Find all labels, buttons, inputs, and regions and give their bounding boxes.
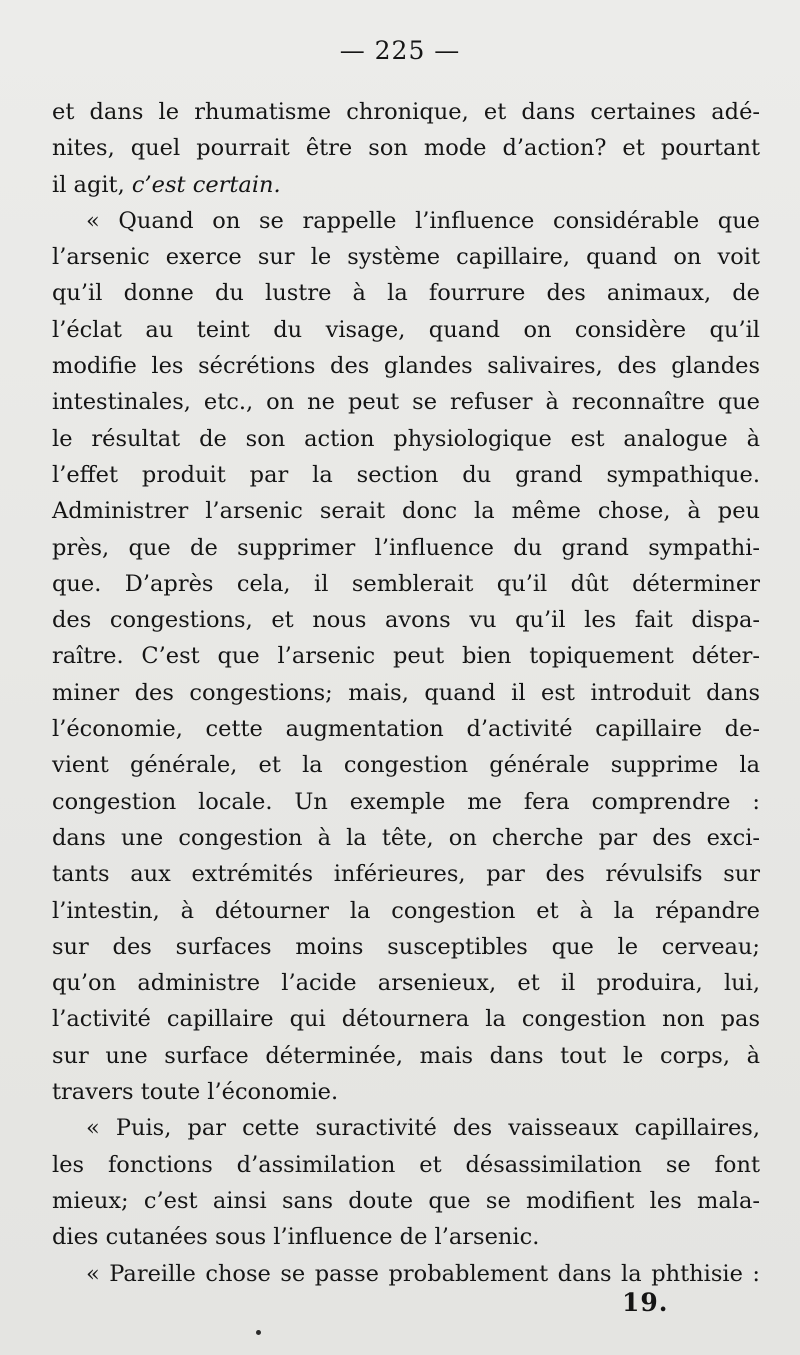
text-line: l’économie, cette augmentation d’activité capillaire de- [52, 716, 760, 743]
paragraph-last-line: dies cutanées sous l’influence de l’arsenic. [52, 1224, 540, 1251]
emphasis-text: c’est certain. [131, 171, 281, 198]
page-number: — 225 — [339, 36, 461, 65]
paragraph-first-line: « Quand on se rappelle l’influence considérable que [86, 207, 760, 234]
text-line: les fonctions d’assimilation et désassimilation se font [52, 1151, 760, 1178]
text-line: congestion locale. Un exemple me fera comprendre : [52, 788, 760, 815]
text-line: tants aux extrémités inférieures, par des révulsifs sur [52, 861, 760, 888]
text-line: l’effet produit par la section du grand sympathique. [52, 461, 760, 488]
text-line: des congestions, et nous avons vu qu’il les fait dispa- [52, 607, 760, 634]
text-line: près, que de supprimer l’influence du grand sympathi- [52, 534, 760, 561]
text-line: que. D’après cela, il semblerait qu’il dût déterminer [52, 570, 760, 597]
text-line: l’éclat au teint du visage, quand on considère qu’il [52, 316, 760, 343]
text-line: dans une congestion à la tête, on cherche par des exci- [52, 824, 760, 851]
text-line: mieux; c’est ainsi sans doute que se modifient les mala- [52, 1187, 760, 1214]
page-body [52, 94, 760, 1292]
text-line: vient générale, et la congestion générale supprime la [52, 752, 760, 779]
text-line: modifie les sécrétions des glandes salivaires, des glandes [52, 353, 760, 380]
text-line: intestinales, etc., on ne peut se refuser à reconnaître que [52, 389, 760, 416]
paper-speck [256, 1330, 261, 1335]
text-span: il agit, [52, 171, 132, 198]
text-line: nites, quel pourrait être son mode d’action? et pourtant [52, 135, 760, 162]
text-line: le résultat de son action physiologique est analogue à [52, 425, 760, 452]
text-line: l’activité capillaire qui détournera la congestion non pas [52, 1006, 760, 1033]
text-line: sur des surfaces moins susceptibles que le cerveau; [52, 933, 760, 960]
text-line [52, 167, 760, 203]
paragraph-first-line: « Pareille chose se passe probablement dans la phthisie : [86, 1260, 760, 1287]
text-line: sur une surface déterminée, mais dans tout le corps, à [52, 1042, 760, 1069]
text-line: l’arsenic exerce sur le système capillaire, quand on voit [52, 244, 760, 271]
paragraph-first-line: « Puis, par cette suractivité des vaisseaux capillaires, [86, 1115, 760, 1142]
paragraph-last-line: travers toute l’économie. [52, 1079, 339, 1106]
text-line: raître. C’est que l’arsenic peut bien topiquement déter- [52, 643, 760, 670]
text-line: Administrer l’arsenic serait donc la même chose, à peu [52, 498, 760, 525]
text-line: et dans le rhumatisme chronique, et dans certaines adé- [52, 99, 760, 125]
text-line: qu’il donne du lustre à la fourrure des animaux, de [52, 280, 760, 307]
text-line: qu’on administre l’acide arsenieux, et il produira, lui, [52, 970, 760, 997]
text-line: l’intestin, à détourner la congestion et à la répandre [52, 897, 760, 924]
signature-mark: 19. [622, 1288, 669, 1317]
text-line: miner des congestions; mais, quand il est introduit dans [52, 679, 760, 706]
